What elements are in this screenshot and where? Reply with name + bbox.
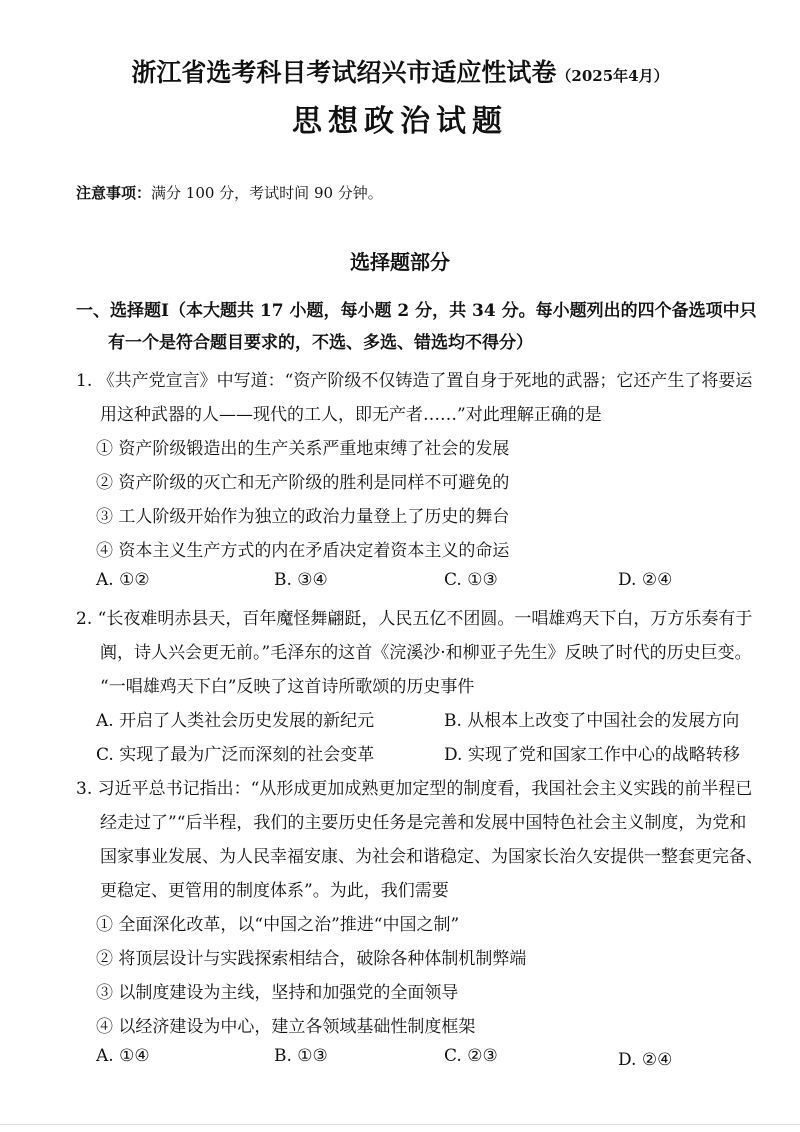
q1-statement-4: ④ 资本主义生产方式的内在矛盾决定着资本主义的命运	[96, 541, 510, 561]
q2-option-d: D. 实现了党和国家工作中心的战略转移	[444, 745, 740, 765]
section-title: 选择题部分	[350, 250, 450, 274]
exam-date: （2025年4月）	[556, 67, 669, 85]
notice-label: 注意事项：	[76, 184, 152, 202]
q2-stem-line-2: 阗，诗人兴会更无前。”毛泽东的这首《浣溪沙·和柳亚子先生》反映了时代的历史巨变。	[100, 643, 752, 663]
q3-option-d: D. ②④	[618, 1050, 673, 1070]
q3-stem-line-3: 国家事业发展、为人民幸福安康、为社会和谐稳定、为国家长治久安提供一整套更完备、	[100, 847, 763, 867]
part-heading-line-2: 有一个是符合题目要求的，不选、多选、错选均不得分）	[108, 333, 533, 353]
exam-title-text: 浙江省选考科目考试绍兴市适应性试卷	[131, 58, 557, 87]
notice-text: 满分 100 分，考试时间 90 分钟。	[151, 184, 383, 202]
q3-statement-3: ③ 以制度建设为主线，坚持和加强党的全面领导	[96, 983, 459, 1003]
q2-option-b: B. 从根本上改变了中国社会的发展方向	[444, 711, 740, 731]
notice	[76, 182, 383, 203]
q1-stem-line-2: 用这种武器的人——现代的工人，即无产者……”对此理解正确的是	[100, 405, 602, 425]
q3-option-b: B. ①③	[274, 1046, 328, 1066]
page-bottom-edge	[0, 1124, 800, 1125]
q1-option-b: B. ③④	[274, 570, 328, 590]
q1-option-a: A. ①②	[96, 570, 150, 590]
q3-stem-line-4: 更稳定、更管用的制度体系”。为此，我们需要	[100, 881, 449, 901]
q1-statement-2: ② 资产阶级的灭亡和无产阶级的胜利是同样不可避免的	[96, 473, 510, 493]
part-heading-line-1: 一、选择题Ⅰ（本大题共 17 小题，每小题 2 分，共 34 分。每小题列出的四个备选项中只	[76, 301, 757, 321]
q3-statement-2: ② 将顶层设计与实践探索相结合，破除各种体制机制弊端	[96, 949, 527, 969]
q1-statement-1: ① 资产阶级锻造出的生产关系严重地束缚了社会的发展	[96, 439, 510, 459]
q1-stem-line-1: 1. 《共产党宣言》中写道：“资产阶级不仅铸造了置自身于死地的武器；它还产生了将要运	[76, 371, 753, 391]
q1-option-c: C. ①③	[444, 570, 498, 590]
q3-stem-line-2: 经走过了”“后半程，我们的主要历史任务是完善和发展中国特色社会主义制度，为党和	[100, 813, 747, 833]
q2-stem-line-3: “一唱雄鸡天下白”反映了这首诗所歌颂的历史事件	[100, 677, 475, 697]
q2-stem-line-1: 2. “长夜难明赤县天，百年魔怪舞翩跹，人民五亿不团圆。一唱雄鸡天下白，万方乐奏有于	[76, 609, 753, 629]
subject-title: 思想政治试题	[292, 104, 508, 139]
q1-option-d: D. ②④	[618, 570, 673, 590]
q2-option-a: A. 开启了人类社会历史发展的新纪元	[96, 711, 375, 731]
q3-statement-1: ① 全面深化改革，以“中国之治”推进“中国之制”	[96, 915, 460, 935]
q3-statement-4: ④ 以经济建设为中心，建立各领域基础性制度框架	[96, 1017, 476, 1037]
q3-option-c: C. ②③	[444, 1046, 498, 1066]
exam-title	[0, 53, 800, 89]
q3-option-a: A. ①④	[96, 1046, 150, 1066]
q3-stem-line-1: 3. 习近平总书记指出：“从形成更加成熟更加定型的制度看，我国社会主义实践的前半程已	[76, 779, 753, 799]
q2-option-c: C. 实现了最为广泛而深刻的社会变革	[96, 745, 375, 765]
q1-statement-3: ③ 工人阶级开始作为独立的政治力量登上了历史的舞台	[96, 507, 510, 527]
